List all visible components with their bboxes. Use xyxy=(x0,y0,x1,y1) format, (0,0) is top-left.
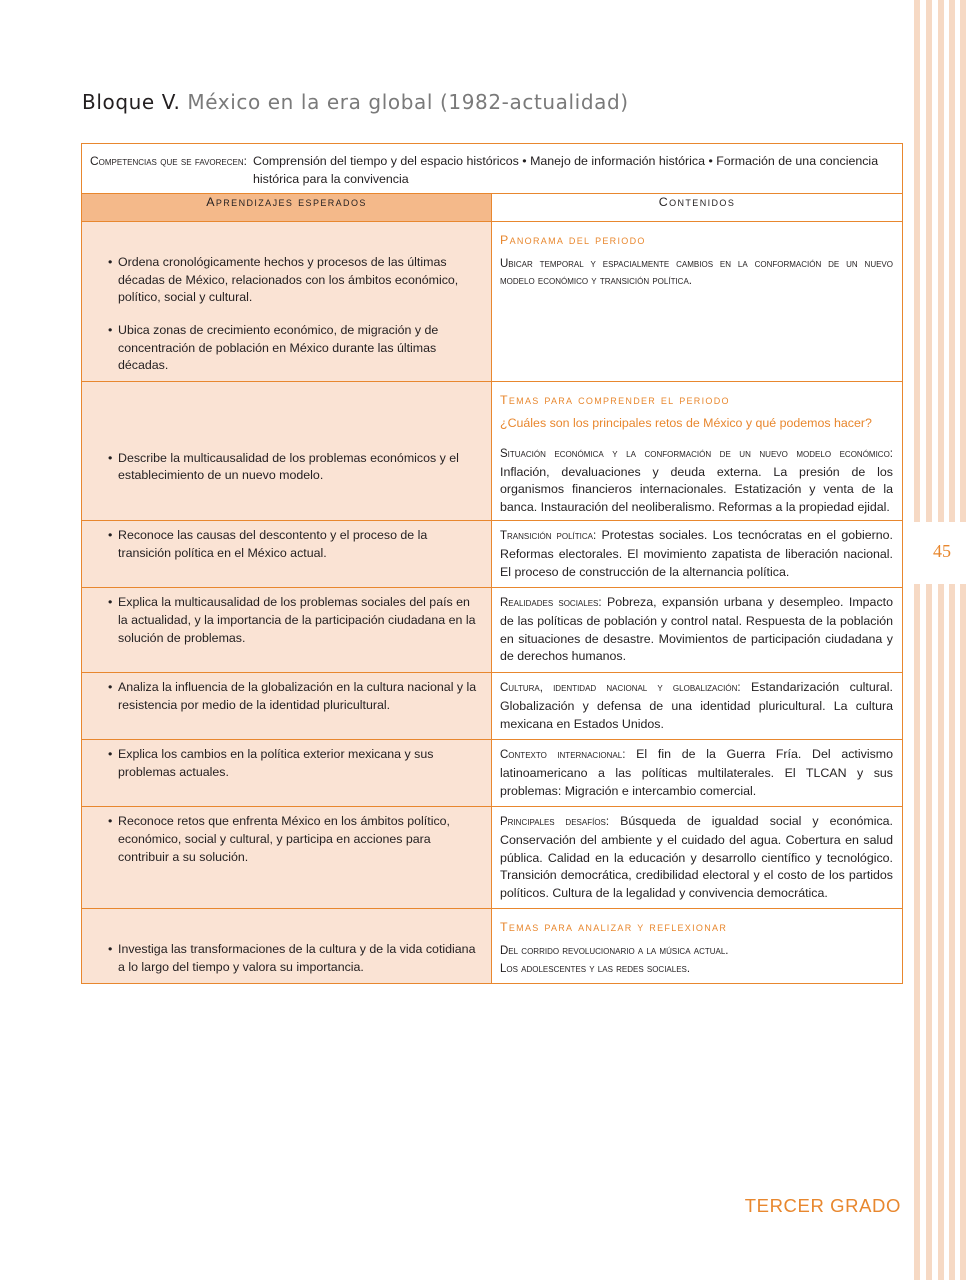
contenido-cell xyxy=(492,740,903,807)
section-title: Panorama del periodo xyxy=(500,233,646,248)
competencias-cell xyxy=(82,144,903,194)
aprendizaje-item: • Explica los cambios en la política exterior mexicana y sus problemas actuales. xyxy=(108,746,479,781)
section-title: Temas para comprender el periodo xyxy=(500,392,730,407)
page-number: 45 xyxy=(933,541,951,561)
topic-title: Del corrido revolucionario a la música actual. xyxy=(500,944,729,957)
aprendizaje-cell xyxy=(82,588,492,673)
table-row xyxy=(82,222,903,382)
contenido-cell xyxy=(492,222,903,382)
contenido-cell xyxy=(492,521,903,588)
topic-text: Pobreza, expansión urbana y desempleo. Impacto de las políticas de población y control natal. Respuesta de la población en situaciones de desastre. Movimientos de participación ciudadana y de derechos humanos. xyxy=(500,595,893,664)
topic-text: Inflación, devaluaciones y deuda externa. La presión de los organismos financieros internacionales. Estatización y venta de la banca. Instauración del neoliberalismo. Reformas a la propiedad ejidal. xyxy=(500,464,893,514)
topic-title: Principales desafíos: xyxy=(500,816,610,829)
topic-text: Protestas sociales. Los tecnócratas en el gobierno. Reformas electorales. El movimiento zapatista de liberación nacional. El proceso de construcción de la alternancia política. xyxy=(500,528,893,579)
aprendizaje-item: • Reconoce retos que enfrenta México en los ámbitos político, económico, social y cultural, y participa en acciones para contribuir a su solución. xyxy=(108,813,479,866)
aprendizaje-cell xyxy=(82,807,492,909)
contenido-cell xyxy=(492,909,903,984)
aprendizaje-item: • Explica la multicausalidad de los problemas sociales del país en la actualidad, y la importancia de la participación ciudadana en la solución de problemas. xyxy=(108,594,479,647)
contenido-cell xyxy=(492,588,903,673)
aprendizaje-cell xyxy=(82,740,492,807)
block-subtitle: México en la era global (1982-actualidad) xyxy=(187,90,629,114)
table-row xyxy=(82,381,903,521)
topic-title: Cultura, identidad nacional y globalización: xyxy=(500,682,741,695)
grade-label: TERCER GRADO xyxy=(744,1195,901,1216)
section-title: Temas para analizar y reflexionar xyxy=(500,920,728,935)
aprendizaje-cell xyxy=(82,673,492,740)
contenido-cell xyxy=(492,807,903,909)
aprendizaje-item: • Analiza la influencia de la globalización en la cultura nacional y la resistencia por medio de la identidad pluricultural. xyxy=(108,679,479,714)
header-row xyxy=(82,194,903,222)
decorative-edge-stripes xyxy=(914,0,972,1280)
aprendizaje-cell xyxy=(82,222,492,382)
aprendizaje-item: • Ordena cronológicamente hechos y procesos de las últimas décadas de México, relacionados con los ámbitos económico, político, social y cultural. xyxy=(108,254,479,307)
competencias-label: Competencias que se favorecen: xyxy=(90,154,247,168)
table-row xyxy=(82,521,903,588)
topic-title: Ubicar temporal y espacialmente cambios en la conformación de un nuevo modelo económico y transición política. xyxy=(500,257,893,288)
topic-text: El fin de la Guerra Fría. Del activismo latinoamericano a las políticas multilaterales. El TLCAN y sus problemas: Migración e intercambio comercial. xyxy=(500,747,893,798)
topic-title: Transición política: xyxy=(500,530,597,543)
aprendizaje-item: • Describe la multicausalidad de los problemas económicos y el establecimiento de un nuevo modelo. xyxy=(108,450,479,485)
aprendizaje-cell xyxy=(82,909,492,984)
competencias-row xyxy=(82,144,903,194)
block-title xyxy=(82,90,629,114)
aprendizaje-item: • Reconoce las causas del descontento y el proceso de la transición política en el México actual. xyxy=(108,527,479,562)
table-row xyxy=(82,588,903,673)
table-row xyxy=(82,909,903,984)
aprendizaje-cell xyxy=(82,521,492,588)
topic-title: Contexto internacional: xyxy=(500,749,626,762)
section-question: ¿Cuáles son los principales retos de México y qué podemos hacer? xyxy=(500,416,872,431)
header-contenidos: Contenidos xyxy=(492,194,903,222)
table-row xyxy=(82,740,903,807)
contenido-cell xyxy=(492,381,903,521)
topic-title: Los adolescentes y las redes sociales. xyxy=(500,962,691,975)
topic-title: Situación económica y la conformación de un nuevo modelo económico: xyxy=(500,447,893,460)
curriculum-table xyxy=(81,143,903,984)
table-row xyxy=(82,673,903,740)
header-aprendizajes: Aprendizajes esperados xyxy=(82,194,492,222)
competencias-text: Comprensión del tiempo y del espacio históricos • Manejo de información histórica • Formación de una conciencia histórica para la convivencia xyxy=(253,154,879,186)
aprendizaje-item: • Ubica zonas de crecimiento económico, de migración y de concentración de población en México durante las últimas décadas. xyxy=(108,322,479,375)
table-row xyxy=(82,807,903,909)
topic-text: Búsqueda de igualdad social y económica. Conservación del ambiente y el cuidado del agua. Cobertura en salud pública. Calidad en la educación y desarrollo científico y tecnológico. Transición democrática, credibilidad electoral y el costo de los partidos políticos. Cultura de la legalidad y convivencia democrática. xyxy=(500,814,893,900)
block-lead: Bloque V. xyxy=(82,90,181,114)
contenido-cell xyxy=(492,673,903,740)
topic-text: Estandarización cultural. Globalización y defensa de una identidad pluricultural. La cultura mexicana en Estados Unidos. xyxy=(500,680,893,731)
aprendizaje-item: • Investiga las transformaciones de la cultura y de la vida cotidiana a lo largo del tiempo y valora su importancia. xyxy=(108,941,479,976)
topic-title: Realidades sociales: xyxy=(500,597,602,610)
aprendizaje-cell xyxy=(82,381,492,521)
